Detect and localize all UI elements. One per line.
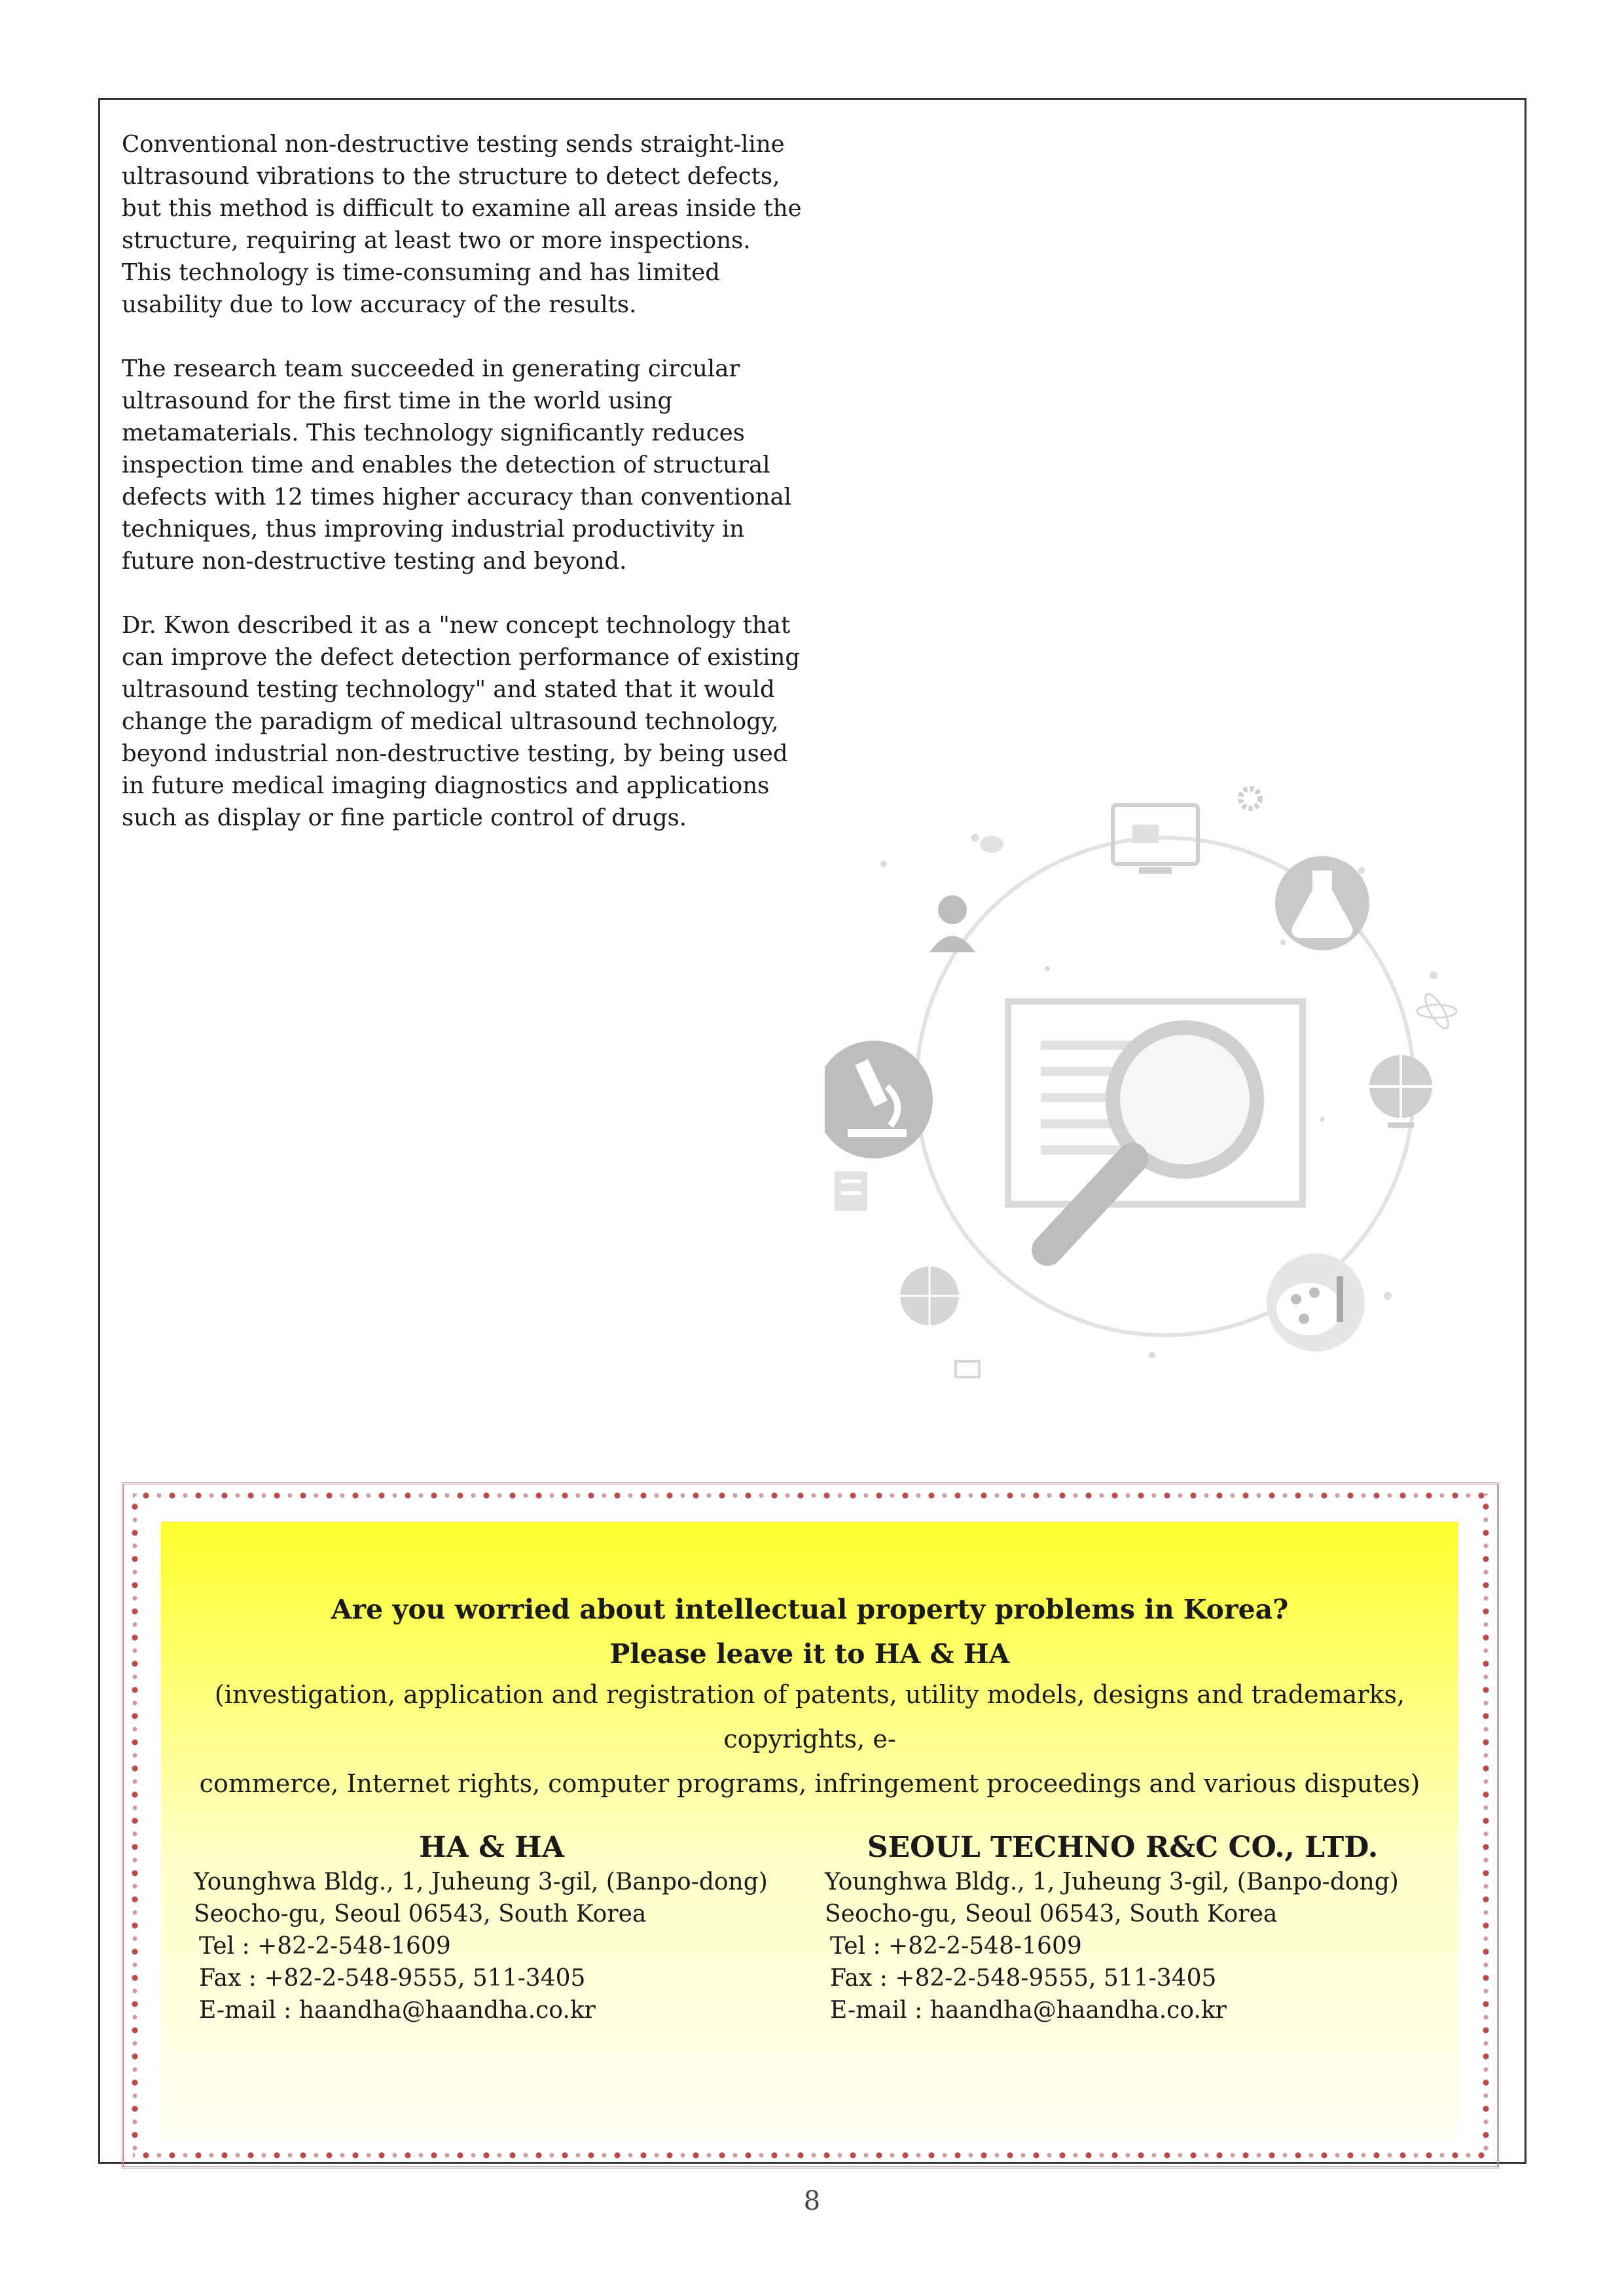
company-address-line-1: Younghwa Bldg., 1, Juheung 3-gil, (Banpo-dong) — [825, 1869, 1399, 1895]
chat-icon — [980, 836, 1003, 853]
paragraph-dr-kwon: Dr. Kwon described it as a "new concept technology that can improve the defect detection performance of existing ultrasound testing technology" and stated that it would change the paradigm of medical ultrasound technology, beyond industrial non-destructive testing, by being used in future medical imaging diagnostics and applications such as display or fine particle control of drugs. — [122, 612, 801, 831]
company-address-line-2: Seocho-gu, Seoul 06543, South Korea — [825, 1901, 1278, 1928]
flask-icon — [1275, 856, 1369, 950]
advertisement-box — [161, 1522, 1458, 2140]
mail-icon — [956, 1361, 979, 1377]
border-dots-right — [1480, 1494, 1492, 2157]
page-number: 8 — [803, 2186, 821, 2216]
company-address-line-2: Seocho-gu, Seoul 06543, South Korea — [194, 1901, 647, 1928]
company-fax: Fax : +82-2-548-9555, 511-3405 — [830, 1965, 1217, 1992]
paragraph-conventional-testing: Conventional non-destructive testing sends straight-line ultrasound vibrations to the structure to detect defects, but this method is difficult to examine all areas inside the structure, requiring at least two or more inspections. This technology is time-consuming and has limited usability due to low accuracy of the results. — [122, 131, 802, 318]
border-dots-left — [129, 1494, 141, 2157]
company-name: HA & HA — [419, 1831, 564, 1864]
border-dots-bottom — [133, 2149, 1488, 2161]
company-email[interactable]: E-mail : haandha@haandha.co.kr — [199, 1997, 596, 2024]
company-email[interactable]: E-mail : haandha@haandha.co.kr — [830, 1997, 1227, 2024]
ad-headline: Are you worried about intellectual property problems in Korea? — [331, 1594, 1289, 1625]
company-seoul-techno — [825, 1829, 1420, 2026]
palette-icon — [1267, 1253, 1365, 1352]
globe-icon — [1369, 1054, 1432, 1128]
company-address-line-1: Younghwa Bldg., 1, Juheung 3-gil, (Banpo-dong) — [194, 1869, 768, 1895]
company-name: SEOUL TECHNO R&C CO., LTD. — [867, 1831, 1379, 1864]
ad-scope-line-1: (investigation, application and registration of patents, utility models, designs and trademarks, copyrights, e- — [214, 1680, 1405, 1753]
company-tel: Tel : +82-2-548-1609 — [830, 1933, 1082, 1960]
company-tel: Tel : +82-2-548-1609 — [199, 1933, 451, 1960]
company-fax: Fax : +82-2-548-9555, 511-3405 — [199, 1965, 586, 1992]
research-illustration — [825, 779, 1479, 1401]
atom-icon — [1417, 991, 1456, 1031]
paragraph-research-team: The research team succeeded in generating circular ultrasound for the first time in the world using metamaterials. This technology significantly reduces inspection time and enables the detection of structural defects with 12 times higher accuracy than conventional techniques, thus improving industrial productivity in future non-destructive testing and beyond. — [122, 355, 792, 575]
company-ha-and-ha — [194, 1829, 789, 2026]
checklist-icon — [835, 1172, 867, 1211]
document-magnifier-icon — [1008, 1001, 1303, 1250]
ad-subheadline: Please leave it to HA & HA — [609, 1638, 1010, 1670]
ad-services-scope — [181, 1672, 1439, 1806]
person-icon — [929, 895, 975, 952]
ad-scope-line-2: commerce, Internet rights, computer programs, infringement proceedings and various disputes) — [199, 1769, 1420, 1798]
basketball-icon — [900, 1266, 959, 1325]
article-text — [122, 128, 803, 866]
gear-icon — [1240, 789, 1260, 808]
border-dots-top — [133, 1490, 1488, 1501]
